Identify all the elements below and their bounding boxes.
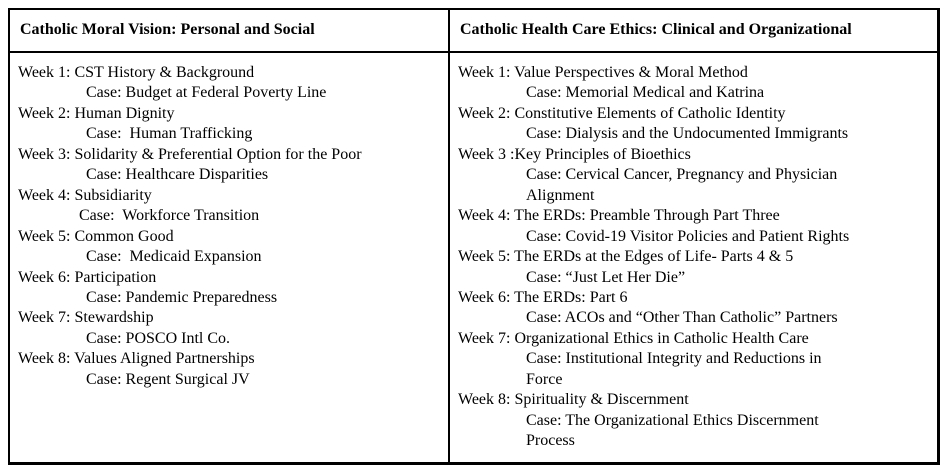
case-line: Case: Pandemic Preparedness bbox=[86, 288, 278, 306]
week-line: Week 1: CST History & Background bbox=[18, 64, 255, 81]
case-line: Case: Covid-19 Visitor Policies and Patient Rights bbox=[526, 227, 850, 245]
week-line: Week 2: Constitutive Elements of Catholic Identity bbox=[458, 104, 786, 122]
case-continuation-line: Force bbox=[526, 370, 563, 388]
case-continuation-line: Alignment bbox=[526, 186, 595, 204]
case-line: Case: Memorial Medical and Katrina bbox=[526, 84, 765, 102]
week-line: Week 3: Solidarity & Preferential Option for the Poor bbox=[18, 145, 362, 163]
week-line: Week 6: The ERDs: Part 6 bbox=[458, 288, 628, 306]
case-line: Case: Medicaid Expansion bbox=[86, 248, 262, 266]
case-line: Case: Budget at Federal Poverty Line bbox=[86, 84, 327, 102]
case-line: Case: Cervical Cancer, Pregnancy and Physician bbox=[526, 166, 838, 184]
week-line: Week 7: Organizational Ethics in Catholic Health Care bbox=[458, 329, 809, 347]
week-line: Week 5: Common Good bbox=[18, 227, 174, 245]
week-line: Week 8: Spirituality & Discernment bbox=[458, 391, 689, 409]
column-header-moral-vision: Catholic Moral Vision: Personal and Social bbox=[10, 10, 448, 53]
column-header-health-care-ethics: Catholic Health Care Ethics: Clinical and Organizational bbox=[450, 10, 937, 53]
week-line: Week 5: The ERDs at the Edges of Life- Parts 4 & 5 bbox=[458, 248, 794, 266]
column-catholic-health-care-ethics bbox=[450, 10, 937, 462]
week-line: Week 2: Human Dignity bbox=[18, 104, 175, 122]
course-comparison-table bbox=[8, 8, 940, 465]
week-line: Week 3 :Key Principles of Bioethics bbox=[458, 145, 691, 163]
week-line: Week 7: Stewardship bbox=[18, 309, 154, 327]
case-line: Case: Workforce Transition bbox=[79, 207, 260, 225]
case-line: Case: Dialysis and the Undocumented Immigrants bbox=[526, 125, 849, 143]
column-body-health-care-ethics bbox=[450, 53, 937, 462]
week-line: Week 4: The ERDs: Preamble Through Part Three bbox=[458, 207, 780, 225]
week-line: Week 8: Values Aligned Partnerships bbox=[18, 350, 255, 368]
column-catholic-moral-vision bbox=[10, 10, 450, 462]
case-line: Case: Human Trafficking bbox=[86, 125, 253, 143]
week-line: Week 6: Participation bbox=[18, 268, 157, 286]
case-line: Case: ACOs and “Other Than Catholic” Partners bbox=[526, 309, 838, 327]
week-line: Week 1: Value Perspectives & Moral Method bbox=[458, 64, 748, 81]
case-line: Case: The Organizational Ethics Discernment bbox=[526, 411, 819, 429]
column-body-moral-vision bbox=[10, 53, 448, 462]
case-line: Case: Institutional Integrity and Reductions in bbox=[526, 350, 822, 368]
case-continuation-line: Process bbox=[526, 432, 575, 450]
case-line: Case: POSCO Intl Co. bbox=[86, 329, 231, 347]
week-line: Week 4: Subsidiarity bbox=[18, 186, 152, 204]
case-line: Case: “Just Let Her Die” bbox=[526, 268, 686, 286]
case-line: Case: Regent Surgical JV bbox=[86, 370, 250, 388]
case-line: Case: Healthcare Disparities bbox=[86, 166, 269, 184]
